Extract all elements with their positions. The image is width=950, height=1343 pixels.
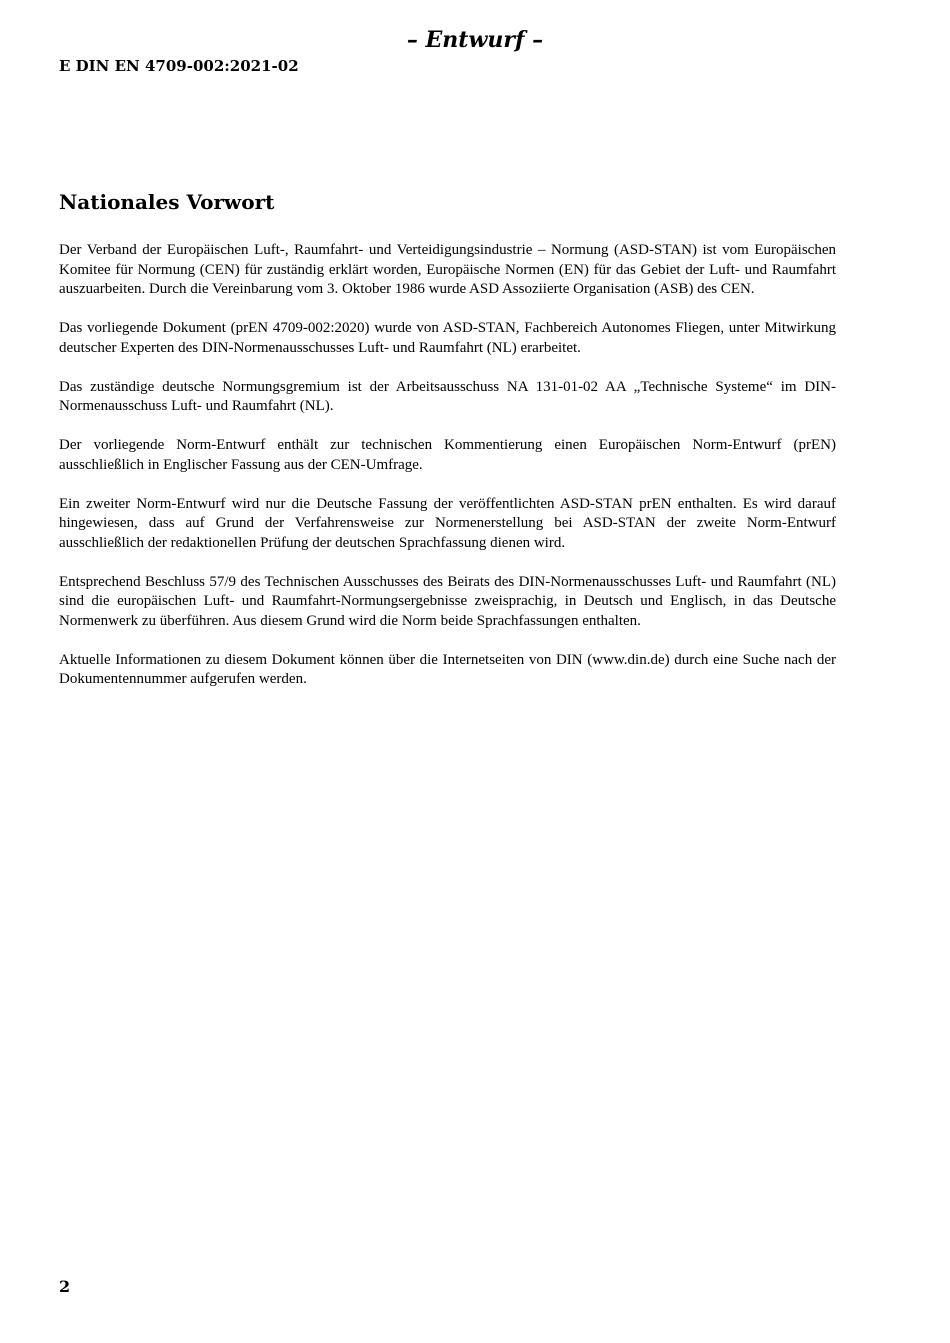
section-title: Nationales Vorwort <box>59 190 275 214</box>
draft-watermark-heading: – Entwurf – <box>406 27 544 53</box>
document-identifier: E DIN EN 4709-002:2021-02 <box>59 57 299 75</box>
page-number: 2 <box>59 1277 71 1296</box>
paragraph-current-information: Aktuelle Informationen zu diesem Dokument können über die Internetseiten von DIN (www.din.de) durch eine Suche nach der Dokumentennummer aufgerufen werden. <box>59 651 836 687</box>
paragraph-bilingual-resolution: Entsprechend Beschluss 57/9 des Technischen Ausschusses des Beirats des DIN-Normenausschusses Luft- und Raumfahrt (NL) sind die europäischen Luft- und Raumfahrt-Normungsergebnisse zweisprachig, in Deutsch und Englisch, in das Deutsche Normenwerk zu überführen. Aus diesem Grund wird die Norm beide Sprachfassungen enthalten. <box>59 573 836 629</box>
paragraph-second-draft: Ein zweiter Norm-Entwurf wird nur die Deutsche Fassung der veröffentlichten ASD-STAN prEN enthalten. Es wird darauf hingewiesen, dass auf Grund der Verfahrensweise zur Normenerstellung bei ASD-STAN der zweite Norm-Entwurf ausschließlich der redaktionellen Prüfung der deutschen Sprachfassung dienen wird. <box>59 495 836 551</box>
paragraph-draft-content: Der vorliegende Norm-Entwurf enthält zur technischen Kommentierung einen Europäischen Norm-Entwurf (prEN) ausschließlich in Englischer Fassung aus der CEN-Umfrage. <box>59 437 836 473</box>
paragraph-document-origin: Das vorliegende Dokument (prEN 4709-002:2020) wurde von ASD-STAN, Fachbereich Autonomes Fliegen, unter Mitwirkung deutscher Experten des DIN-Normenausschusses Luft- und Raumfahrt (NL) erarbeitet. <box>59 320 836 356</box>
paragraph-responsible-committee: Das zuständige deutsche Normungsgremium ist der Arbeitsausschuss NA 131-01-02 AA „Technische Systeme“ im DIN-Normenausschuss Luft- und Raumfahrt (NL). <box>59 378 836 414</box>
paragraph-asd-stan-mandate: Der Verband der Europäischen Luft-, Raumfahrt- und Verteidigungsindustrie – Normung (ASD-STAN) ist vom Europäischen Komitee für Normung (CEN) für zuständig erklärt worden, Europäische Normen (EN) für das Gebiet der Luft- und Raumfahrt auszuarbeiten. Durch die Vereinbarung vom 3. Oktober 1986 wurde ASD Assoziierte Organisation (ASB) des CEN. <box>59 242 836 297</box>
foreword-body <box>59 241 836 709</box>
